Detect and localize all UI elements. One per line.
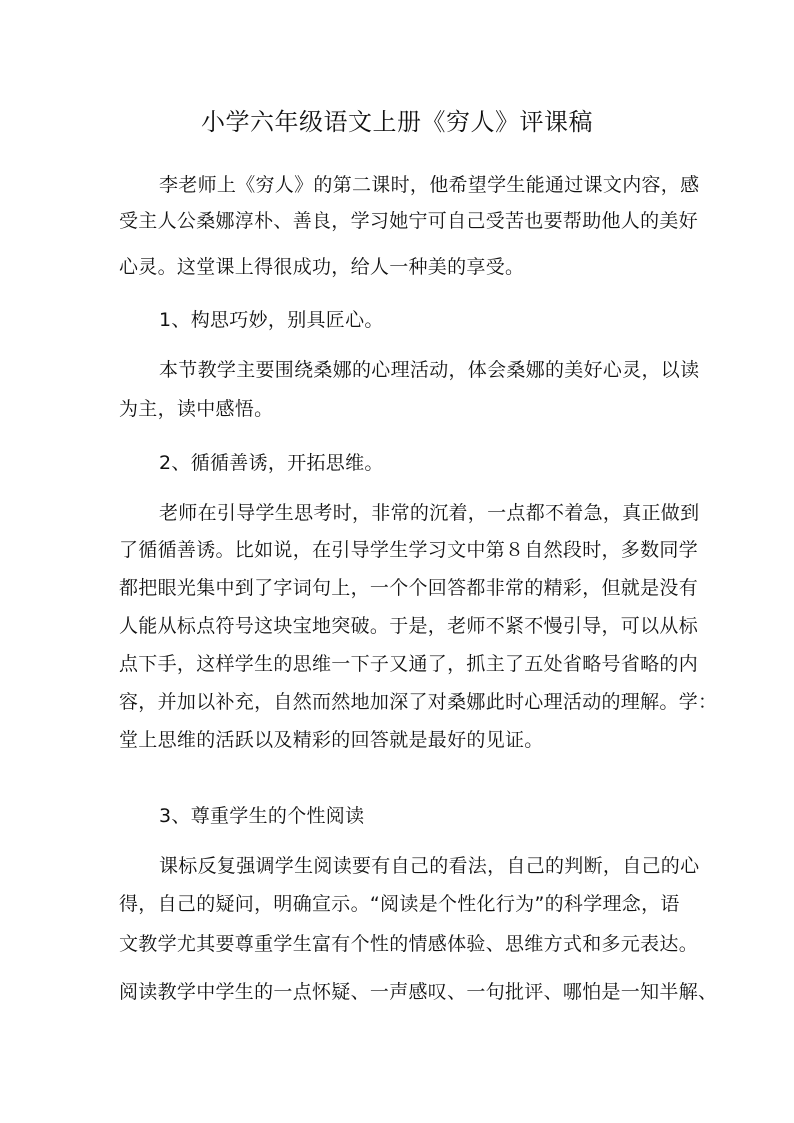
section-heading: 1、构思巧妙，别具匠心。 [159,309,384,331]
paragraph-line: 得，自己的疑问，明确宣示。“阅读是个性化行为”的科学理念，语 [119,893,680,915]
document-title: 小学六年级语文上册《穷人》评课稿 [201,108,593,136]
paragraph-line: 心灵。这堂课上得很成功，给人一种美的享受。 [119,256,525,278]
paragraph-line: 都把眼光集中到了字词句上，一个个回答都非常的精彩，但就是没有 [119,577,699,599]
paragraph-line: 人能从标点符号这块宝地突破。于是，老师不紧不慢引导，可以从标 [119,615,699,637]
section-heading: 2、循循善诱，开拓思维。 [159,452,384,474]
paragraph-line: 点下手，这样学生的思维一下子又通了，抓主了五处省略号省略的内 [119,653,699,675]
paragraph-line: 了循循善诱。比如说，在引导学生学习文中第８自然段时，多数同学 [119,539,699,561]
paragraph-line: 容，并加以补充，自然而然地加深了对桑娜此时心理活动的理解。学： [119,691,718,713]
paragraph-line: 本节教学主要围绕桑娜的心理活动，体会桑娜的美好心灵，以读 [159,359,700,381]
paragraph-line: 堂上思维的活跃以及精彩的回答就是最好的见证。 [119,729,544,751]
paragraph-line: 阅读教学中学生的一点怀疑、一声感叹、一句批评、哪怕是一知半解、 [119,981,718,1003]
paragraph-line: 文教学尤其要尊重学生富有个性的情感体验、思维方式和多元表达。 [119,933,699,955]
section-heading: 3、尊重学生的个性阅读 [159,805,365,827]
paragraph-line: 受主人公桑娜淳朴、善良，学习她宁可自己受苦也要帮助他人的美好 [119,210,699,232]
paragraph-line: 老师在引导学生思考时，非常的沉着，一点都不着急，真正做到 [159,502,700,524]
paragraph-line: 为主，读中感悟。 [119,398,274,420]
paragraph-line: 李老师上《穷人》的第二课时，他希望学生能通过课文内容，感 [159,174,700,196]
paragraph-line: 课标反复强调学生阅读要有自己的看法，自己的判断，自己的心 [159,855,700,877]
